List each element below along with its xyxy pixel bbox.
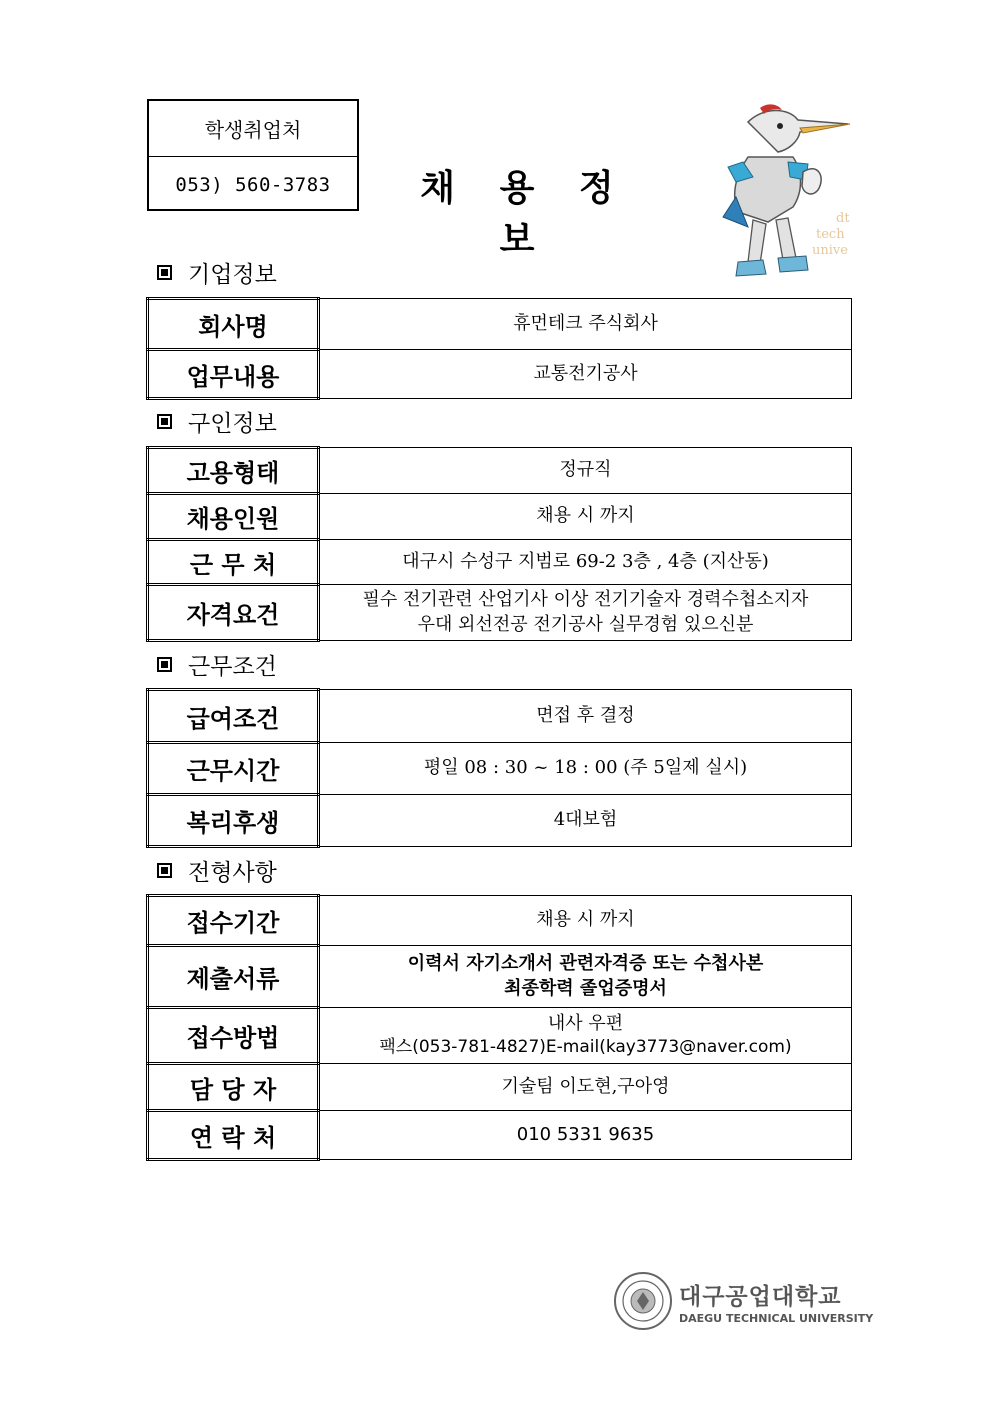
table-row [148, 1111, 852, 1160]
table-row [148, 896, 852, 946]
table-row [148, 1008, 852, 1064]
recruit-info-table [146, 446, 852, 642]
company-info-table [146, 297, 852, 400]
table-row [148, 540, 852, 585]
row-value: 교통전기공사 [319, 350, 852, 399]
contact-phone: 053) 560-3783 [175, 173, 331, 196]
row-label: 회사명 [148, 299, 319, 350]
row-label: 제출서류 [148, 946, 319, 1008]
selection-info-table [146, 894, 852, 1161]
row-label: 급여조건 [148, 690, 319, 743]
value-line: 이력서 자기소개서 관련자격증 또는 수첩사본 [407, 953, 764, 975]
university-logo [613, 1271, 873, 1331]
section-title: 기업정보 [188, 262, 277, 288]
section-heading-selection [157, 854, 277, 887]
table-row [148, 743, 852, 795]
row-value: 기술팀 이도현,구아영 [319, 1064, 852, 1111]
svg-text:dt: dt [836, 211, 850, 226]
logo-korean-name: 대구공업대학교 [679, 1283, 842, 1310]
row-value: 채용 시 까지 [319, 494, 852, 540]
table-row [148, 585, 852, 641]
section-title: 근무조건 [188, 654, 277, 680]
row-label: 고용형태 [148, 448, 319, 494]
square-bullet-icon [157, 414, 172, 429]
conditions-info-table [146, 688, 852, 848]
section-heading-company [157, 256, 277, 289]
table-row [148, 448, 852, 494]
square-bullet-icon [157, 657, 172, 672]
crane-mascot-illustration [708, 102, 854, 288]
square-bullet-icon [157, 863, 172, 878]
contact-box [147, 99, 359, 211]
table-row [148, 690, 852, 743]
row-value: 면접 후 결정 [319, 690, 852, 743]
row-value: 평일 08 : 30 ~ 18 : 00 (주 5일제 실시) [319, 743, 852, 795]
table-row [148, 946, 852, 1008]
row-value-multiline [319, 585, 852, 641]
logo-english-name: DAEGU TECHNICAL UNIVERSITY [679, 1311, 874, 1325]
row-label: 접수방법 [148, 1008, 319, 1064]
value-line: 필수 전기관련 산업기사 이상 전기기술자 경력수첩소지자 [362, 589, 809, 611]
section-heading-recruit [157, 405, 277, 438]
row-value-multiline [319, 1008, 852, 1064]
value-line: 우대 외선전공 전기공사 실무경험 있으신분 [417, 613, 754, 635]
row-value: 4대보험 [319, 795, 852, 847]
value-line: 최종학력 졸업증명서 [504, 977, 667, 999]
row-label: 근무시간 [148, 743, 319, 795]
row-label: 복리후생 [148, 795, 319, 847]
table-row [148, 494, 852, 540]
row-value: 정규직 [319, 448, 852, 494]
row-label: 담 당 자 [148, 1064, 319, 1111]
row-label: 연 락 처 [148, 1111, 319, 1160]
row-label: 업무내용 [148, 350, 319, 399]
value-line: 팩스(053-781-4827)E-mail(kay3773@naver.com) [379, 1037, 792, 1058]
row-value: 대구시 수성구 지범로 69-2 3층 , 4층 (지산동) [319, 540, 852, 585]
row-label: 근 무 처 [148, 540, 319, 585]
table-row [148, 350, 852, 399]
square-bullet-icon [157, 265, 172, 280]
section-title: 구인정보 [188, 411, 277, 437]
contact-office-label: 학생취업처 [149, 101, 357, 157]
section-heading-conditions [157, 648, 277, 681]
row-label: 채용인원 [148, 494, 319, 540]
table-row [148, 795, 852, 847]
svg-text:tech: tech [816, 227, 845, 242]
row-value-multiline [319, 946, 852, 1008]
row-label: 접수기간 [148, 896, 319, 946]
row-value: 휴먼테크 주식회사 [319, 299, 852, 350]
table-row [148, 1064, 852, 1111]
section-title: 전형사항 [188, 860, 277, 886]
svg-text:unive: unive [812, 243, 848, 258]
value-line: 내사 우편 [547, 1012, 624, 1034]
table-row [148, 299, 852, 350]
page-title: 채 용 정 보 [420, 168, 630, 260]
row-value: 채용 시 까지 [319, 896, 852, 946]
university-seal-icon [613, 1271, 673, 1331]
row-value: 010 5331 9635 [319, 1111, 852, 1160]
row-label: 자격요건 [148, 585, 319, 641]
